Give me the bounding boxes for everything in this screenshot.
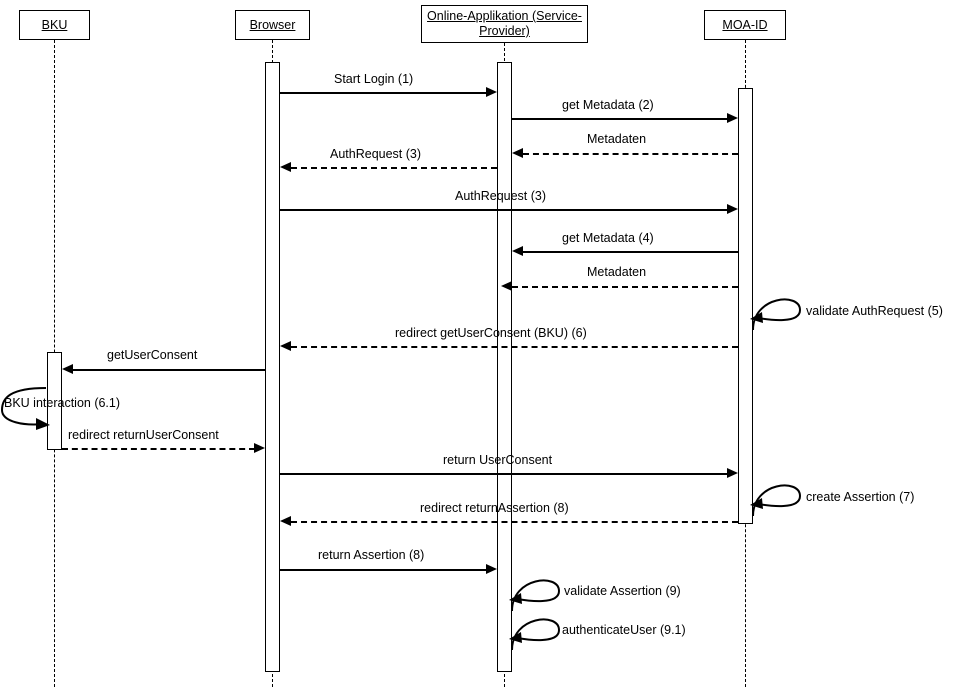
message-arrowhead-getuserconsent [62, 364, 73, 374]
message-label-authrequest-3b: AuthRequest (3) [455, 189, 547, 203]
lifeline-label-moa-id: MOA-ID [722, 17, 768, 32]
message-arrowhead-metadaten-2 [501, 281, 512, 291]
message-arrowhead-redirect-returnassertion [280, 516, 291, 526]
message-line-metadaten-2 [512, 286, 738, 288]
lifeline-header-online-app [421, 5, 588, 43]
message-line-authrequest-3a [291, 167, 497, 169]
lifeline-header-browser [235, 10, 310, 40]
message-line-return-userconsent [280, 473, 728, 475]
message-arrowhead-get-metadata-2 [727, 113, 738, 123]
message-arrowhead-redirect-getuserconsent [280, 341, 291, 351]
message-label-create-assertion: create Assertion (7) [806, 490, 915, 504]
message-line-start-login [280, 92, 487, 94]
message-line-authrequest-3b [280, 209, 728, 211]
lifeline-header-moa-id [704, 10, 786, 40]
message-line-getuserconsent [73, 369, 265, 371]
message-label-metadaten-2: Metadaten [587, 265, 647, 279]
message-line-get-metadata-4 [523, 251, 738, 253]
activation-browser [265, 62, 280, 672]
message-label-validate-assertion: validate Assertion (9) [564, 584, 681, 598]
message-label-get-metadata-2: get Metadata (2) [562, 98, 654, 112]
message-label-return-userconsent: return UserConsent [443, 453, 553, 467]
self-message-create-assertion [750, 474, 810, 520]
self-message-validate-authrequest [750, 288, 810, 334]
message-arrowhead-get-metadata-4 [512, 246, 523, 256]
message-arrowhead-return-assertion [486, 564, 497, 574]
message-label-getuserconsent: getUserConsent [107, 348, 198, 362]
message-label-get-metadata-4: get Metadata (4) [562, 231, 654, 245]
message-arrowhead-return-userconsent [727, 468, 738, 478]
self-message-authenticate-user [509, 608, 569, 654]
message-label-redirect-getuserconsent: redirect getUserConsent (BKU) (6) [395, 326, 587, 340]
message-line-redirect-getuserconsent [291, 346, 738, 348]
message-label-metadaten-1: Metadaten [587, 132, 647, 146]
lifeline-label-online-app: Online-Applikation (Service-Provider) [427, 9, 582, 38]
message-line-metadaten-1 [523, 153, 738, 155]
lifeline-label-bku: BKU [41, 17, 68, 32]
message-arrowhead-authrequest-3b [727, 204, 738, 214]
message-label-start-login: Start Login (1) [334, 72, 414, 86]
message-arrowhead-redirect-returnuserconsent [254, 443, 265, 453]
message-label-authrequest-3a: AuthRequest (3) [330, 147, 422, 161]
message-line-get-metadata-2 [512, 118, 728, 120]
message-label-return-assertion: return Assertion (8) [318, 548, 425, 562]
message-label-validate-authrequest: validate AuthRequest (5) [806, 304, 943, 318]
message-arrowhead-authrequest-3a [280, 162, 291, 172]
message-arrowhead-start-login [486, 87, 497, 97]
message-label-bku-interaction: BKU interaction (6.1) [4, 396, 121, 410]
lifeline-header-bku [19, 10, 90, 40]
message-label-redirect-returnassertion: redirect returnAssertion (8) [420, 501, 569, 515]
message-line-redirect-returnuserconsent [62, 448, 255, 450]
message-line-redirect-returnassertion [291, 521, 738, 523]
message-line-return-assertion [280, 569, 487, 571]
lifeline-label-browser: Browser [249, 17, 296, 32]
message-arrowhead-metadaten-1 [512, 148, 523, 158]
message-label-redirect-returnuserconsent: redirect returnUserConsent [68, 428, 219, 442]
message-label-authenticate-user: authenticateUser (9.1) [562, 623, 686, 637]
